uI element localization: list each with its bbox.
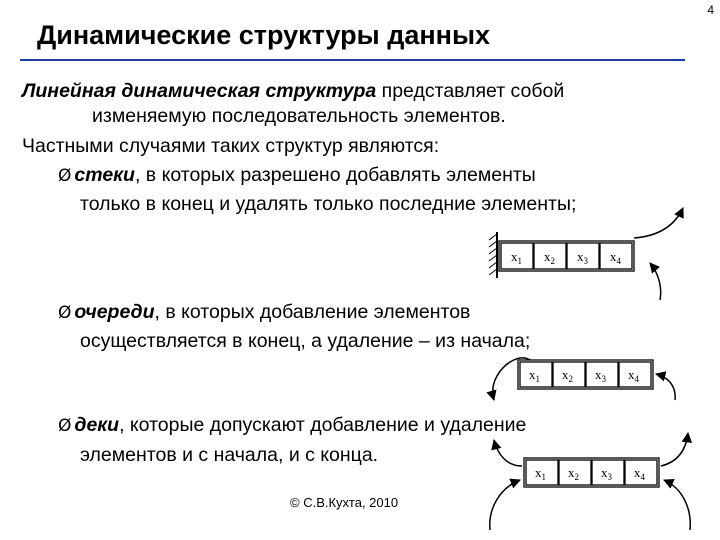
slide-number: 4 bbox=[707, 3, 714, 17]
stack-push-arrow bbox=[634, 208, 683, 238]
deque-front-out-arrow bbox=[494, 440, 522, 466]
intro-rest: представляет собой bbox=[376, 80, 565, 102]
item-term: очереди bbox=[74, 301, 155, 323]
intro-term: Линейная динамическая структура bbox=[22, 80, 377, 102]
deque-front-in-arrow bbox=[490, 480, 520, 530]
queue-enqueue-arrow bbox=[656, 374, 675, 400]
intro-line-2: изменяемую последовательность элементов. bbox=[92, 105, 506, 127]
deque-diagram bbox=[490, 433, 690, 530]
stack-cell-label: $x_2$ bbox=[544, 249, 555, 266]
deque-cell-label: $x_4$ bbox=[634, 465, 645, 482]
stack-hatching bbox=[489, 234, 497, 275]
bullet-arrow-icon: Ø bbox=[58, 303, 72, 323]
bullet-arrow-icon: Ø bbox=[58, 166, 72, 186]
deque-cell-label: $x_3$ bbox=[601, 465, 612, 482]
deque-cell-label: $x_2$ bbox=[568, 465, 579, 482]
stack-diagram bbox=[489, 208, 683, 300]
stack-cell-label: $x_4$ bbox=[610, 249, 621, 266]
item-text: , которые допускают добавление и удаление bbox=[119, 414, 527, 436]
deque-back-out-arrow bbox=[661, 433, 688, 466]
stack-cell-label: $x_1$ bbox=[511, 249, 522, 266]
footer-copyright: © С.В.Кухта, 2010 bbox=[290, 495, 399, 510]
item-text: , в которых добавление элементов bbox=[154, 301, 471, 323]
bullet-arrow-icon: Ø bbox=[58, 416, 72, 436]
item-term: стеки bbox=[74, 164, 135, 186]
list-item-stack-line-2: только в конец и удалять только последние элементы; bbox=[80, 193, 577, 215]
queue-diagram bbox=[493, 358, 675, 400]
item-text: , в которых разрешено добавлять элементы bbox=[134, 164, 536, 186]
stack-pop-arrow bbox=[650, 263, 661, 300]
deque-cell-label: $x_1$ bbox=[535, 465, 546, 482]
list-item-deque-line-2: элементов и с начала, и с конца. bbox=[80, 444, 379, 466]
page-title: Динамические структуры данных bbox=[37, 20, 491, 50]
queue-cell-label: $x_2$ bbox=[562, 367, 573, 384]
deque-back-in-arrow bbox=[664, 480, 690, 530]
queue-cell-label: $x_1$ bbox=[529, 367, 540, 384]
queue-cell-label: $x_3$ bbox=[595, 367, 606, 384]
stack-cell-label: $x_3$ bbox=[577, 249, 588, 266]
queue-cell-label: $x_4$ bbox=[628, 367, 639, 384]
intro-line-3: Частными случаями таких структур являются: bbox=[22, 135, 440, 157]
list-item-queue-line-2: осуществляется в конец, а удаление – из начала; bbox=[80, 330, 531, 352]
item-term: деки bbox=[74, 414, 120, 436]
